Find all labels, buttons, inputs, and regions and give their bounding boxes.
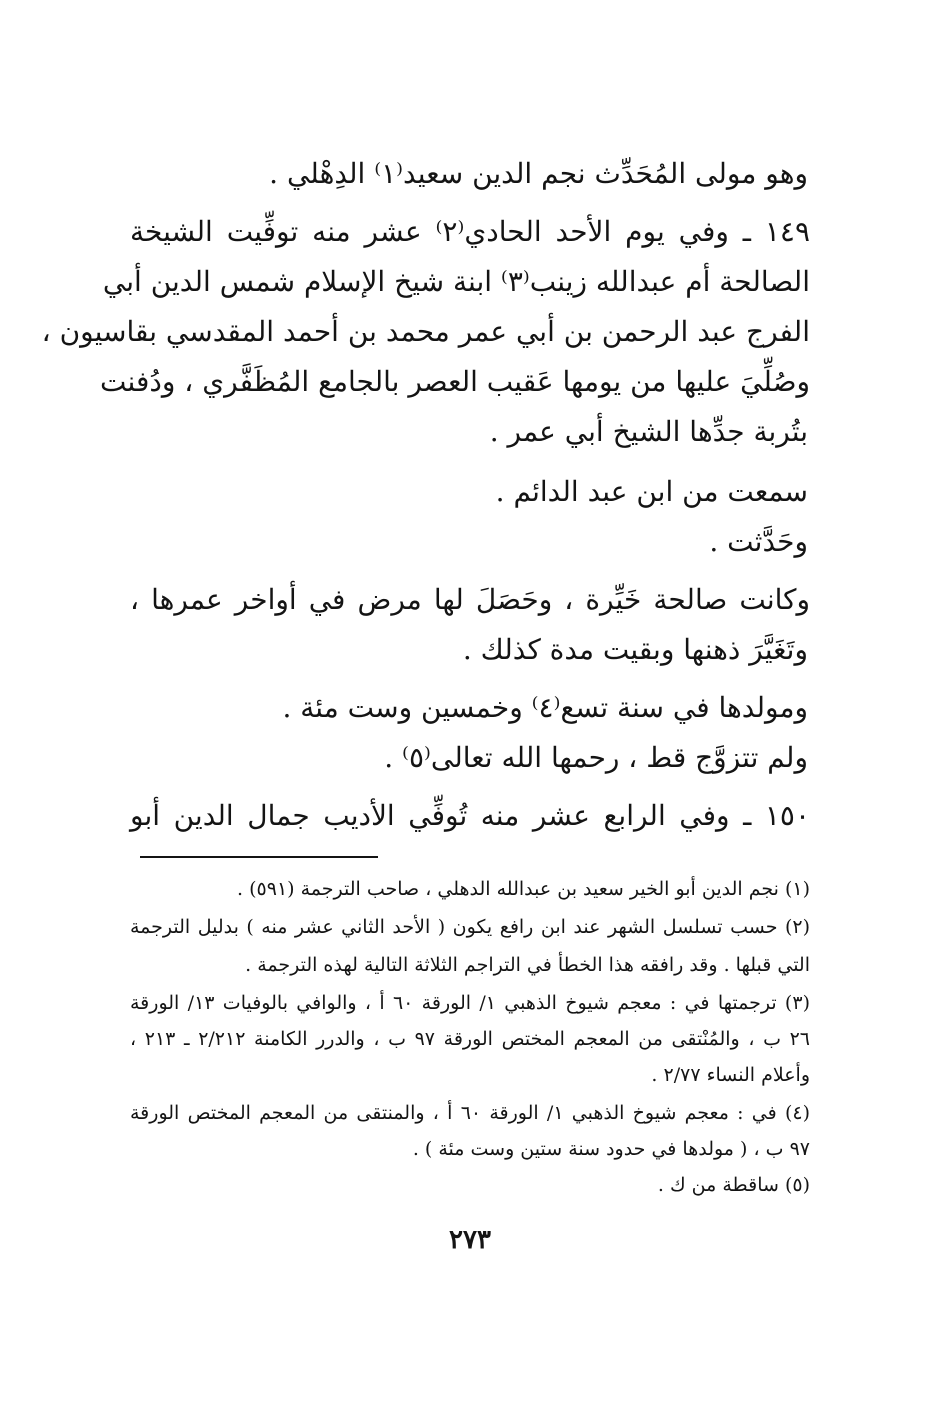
body-line-13: ١٥٠ ـ وفي الرابع عشر منه تُوفِّي الأديب جمال الدين أبو	[130, 799, 810, 832]
footnote-4: (٤) في : معجم شيوخ الذهبي ١/ الورقة ٦٠ أ ، والمنتقى من المعجم المختص الورقة	[130, 1102, 810, 1124]
footnote-1: (١) نجم الدين أبو الخير سعيد بن عبدالله الدهلي ، صاحب الترجمة (٥٩١) .	[237, 878, 810, 900]
body-line-1: وهو مولى المُحَدِّث نجم الدين سعيد⁽١⁾ الدِهْلي .	[269, 157, 808, 190]
body-line-11: ومولدها في سنة تسع⁽٤⁾ وخمسين وست مئة .	[282, 691, 808, 724]
body-line-5: وصُلِّيَ عليها من يومها عَقيب العصر بالجامع المُظَفَّري ، ودُفنت	[100, 365, 810, 398]
body-line-2: ١٤٩ ـ وفي يوم الأحد الحادي⁽٢⁾ عشر منه توفِّيت الشيخة	[130, 215, 810, 248]
body-line-6: بتُربة جدِّها الشيخ أبي عمر .	[489, 415, 808, 448]
body-line-7: سمعت من ابن عبد الدائم .	[495, 475, 808, 508]
footnote-2: (٢) حسب تسلسل الشهر عند ابن رافع يكون ( الأحد الثاني عشر منه ) بدليل الترجمة	[130, 916, 810, 938]
body-line-4: الفرج عبد الرحمن بن أبي عمر محمد بن أحمد المقدسي بقاسيون ،	[41, 315, 810, 348]
footnote-3: (٣) ترجمتها في : معجم شيوخ الذهبي ١/ الورقة ٦٠ أ ، والوافي بالوفيات ١٣/ الورقة	[130, 992, 810, 1014]
body-line-9: وكانت صالحة خَيِّرة ، وحَصَلَ لها مرض في أواخر عمرها ،	[130, 583, 810, 616]
footnote-separator	[140, 856, 378, 858]
footnote-3-cont: ٢٦ ب ، والمُنْتقى من المعجم المختص الورقة ٩٧ ب ، والدرر الكامنة ٢/٢١٢ ـ ٢١٣ ،	[130, 1028, 811, 1050]
footnote-5: (٥) ساقطة من ك .	[657, 1174, 810, 1196]
page-number: ٢٧٣	[449, 1225, 491, 1255]
footnote-2-cont: التي قبلها . وقد رافقه هذا الخطأ في التراجم الثلاثة التالية لهذه الترجمة .	[245, 954, 810, 976]
footnote-3-end: وأعلام النساء ٢/٧٧ .	[651, 1064, 810, 1086]
footnote-4-cont: ٩٧ ب ، ( مولدها في حدود سنة ستين وست مئة ) .	[412, 1138, 810, 1160]
body-line-8: وحَدَّثت .	[709, 525, 808, 558]
body-line-10: وتَغَيَّرَ ذهنها وبقيت مدة كذلك .	[462, 633, 808, 666]
body-line-12: ولم تتزوَّج قط ، رحمها الله تعالى⁽٥⁾ .	[384, 741, 808, 774]
body-line-3: الصالحة أم عبدالله زينب⁽٣⁾ ابنة شيخ الإسلام شمس الدين أبي	[102, 265, 810, 298]
